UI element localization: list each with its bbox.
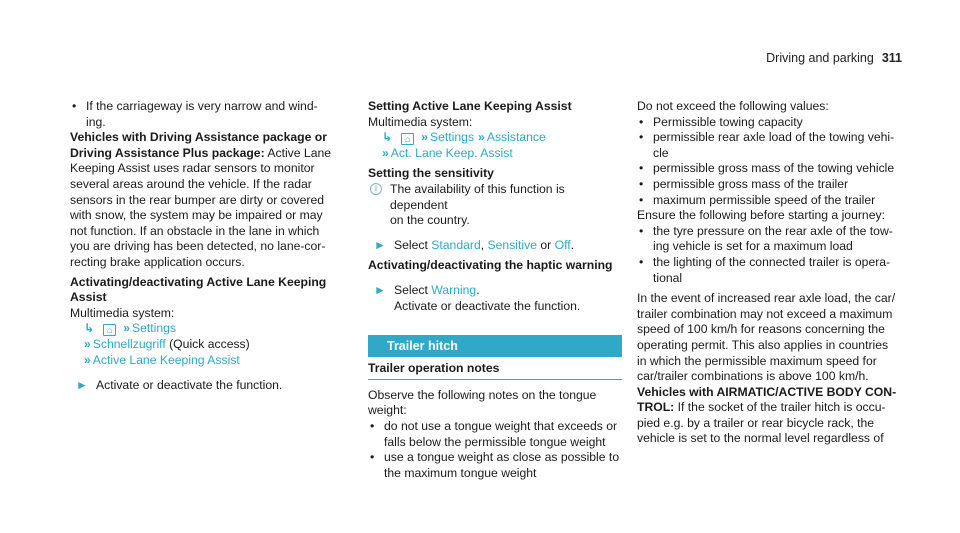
option-sensitive[interactable]: Sensitive [487, 237, 537, 252]
page-number: 311 [881, 51, 902, 65]
home-icon: ⌂ [103, 324, 116, 336]
list-item: • the lighting of the connected trailer is opera- tional [637, 255, 899, 286]
option-standard[interactable]: Standard [431, 237, 481, 252]
link-assistance[interactable]: Assistance [486, 130, 546, 145]
list-item: • maximum permissible speed of the trailer [637, 193, 899, 209]
select-warning-step: ► Select Warning. Activate or deactivate the function. [374, 282, 581, 313]
list-item: • permissible gross mass of the towing vehicle [637, 161, 899, 177]
list-item: • permissible gross mass of the trailer [637, 177, 899, 193]
chevron-icon: » [382, 145, 389, 160]
link-settings[interactable]: Settings [430, 130, 475, 145]
increased-load-paragraph: In the event of increased rear axle load, the car/ trailer combination may not exceed a maximum speed of 100 km/h for reasons concerning the operating permit. This also applies in countries in which the permissible maximum speed for car/trailer combinations is above 100 km/h. [637, 291, 896, 384]
column-middle [368, 99, 622, 481]
setting-heading: Setting Active Lane Keeping Assist [368, 99, 572, 113]
chevron-icon: » [421, 130, 428, 145]
activating-heading: Activating/deactivating Active Lane Keeping Assist [70, 274, 327, 305]
home-icon: ⌂ [401, 133, 414, 145]
availability-note: i The availability of this function is dependent on the country. [368, 182, 622, 229]
action-step: ► Activate or deactivate the function. [76, 378, 283, 393]
option-warning[interactable]: Warning [431, 282, 477, 297]
list-item: • permissible rear axle load of the towing vehi- cle [637, 130, 899, 161]
bullet-tongue-weight-max: • use a tongue weight as close as possible to the maximum tongue weight [368, 450, 622, 481]
page-header [766, 51, 902, 67]
airmatic-paragraph: Vehicles with AIRMATIC/ACTIVE BODY CON- TROL: If the socket of the trailer hitch is occu- pied e.g. by a trailer or rear bicycle rack, the vehicle is set to the normal level regardless of [637, 384, 897, 446]
link-quick-access[interactable]: Schnellzugriff [92, 336, 166, 351]
subheading-trailer-operation: Trailer operation notes [368, 361, 622, 380]
link-act-lane-keep-assist[interactable]: Act. Lane Keep. Assist [390, 145, 513, 160]
section-title: Driving and parking [766, 51, 874, 65]
select-sensitivity-step: ► Select Standard, Sensitive or Off. [374, 237, 575, 252]
vehicles-paragraph: Vehicles with Driving Assistance package or Driving Assistance Plus package: Active Lane Keeping Assist uses radar sensors to monitor several areas around the vehicle. If the radar sensors in the rear bumper are dirty or covered with snow, the system may be impaired or may not function. If an obstacle in the lane in which you are driving has been detected, no lane-cor- recting brake application occurs. [70, 130, 332, 269]
exceed-intro: Do not exceed the following values: [637, 99, 829, 113]
multimedia-label: Multimedia system: [368, 114, 473, 129]
link-settings[interactable]: Settings [132, 321, 177, 336]
list-item: • the tyre pressure on the rear axle of the tow- ing vehicle is set for a maximum load [637, 224, 899, 255]
chevron-icon: » [123, 321, 130, 336]
section-bar-trailer-hitch: Trailer hitch [368, 335, 622, 357]
observe-paragraph: Observe the following notes on the tongue weight: [368, 387, 597, 418]
column-left: • If the carriageway is very narrow and wind- ing. Vehicles with Driving Assistance package or Driving Assistance Plus package: Active Lane Keeping Assist uses radar sensors to monitor several areas around the vehicle. If the radar sensors in the rear bumper are dirty or covered with snow, the system may be impaired or may not function. If an obstacle in the lane in which you are driving has been detected, no lane-cor- recting brake application occurs. Activating/deactivating Active Lane Keeping Assist Multimedia system: ↳ ⌂ » Settings » Schnellzugriff (Quick access) » Active Lane Keeping Assist ► Activate or deactivate the function. [70, 99, 358, 394]
multimedia-label: Multimedia system: [70, 305, 175, 320]
list-item: • Permissible towing capacity [637, 115, 899, 131]
link-active-lane-keeping-assist[interactable]: Active Lane Keeping Assist [92, 352, 240, 367]
option-off[interactable]: Off [554, 237, 571, 252]
ensure-intro: Ensure the following before starting a journey: [637, 208, 885, 223]
arrow-right-icon: ↳ [382, 130, 393, 145]
column-right [637, 99, 899, 447]
action-arrow-icon: ► [76, 378, 88, 393]
info-icon: i [370, 183, 382, 195]
arrow-right-icon: ↳ [84, 321, 95, 336]
action-arrow-icon: ► [374, 237, 386, 252]
menu-path [368, 130, 622, 146]
chevron-icon: » [84, 336, 91, 351]
chevron-icon: » [84, 352, 91, 367]
bullet-carriageway: • If the carriageway is very narrow and wind- ing. [70, 99, 358, 130]
menu-path [70, 321, 358, 337]
haptic-heading: Activating/deactivating the haptic warning [368, 258, 613, 273]
bullet-tongue-weight-limit: • do not use a tongue weight that exceeds or falls below the permissible tongue weight [368, 419, 622, 450]
chevron-icon: » [478, 130, 485, 145]
action-arrow-icon: ► [374, 282, 386, 297]
sensitivity-heading: Setting the sensitivity [368, 166, 494, 181]
